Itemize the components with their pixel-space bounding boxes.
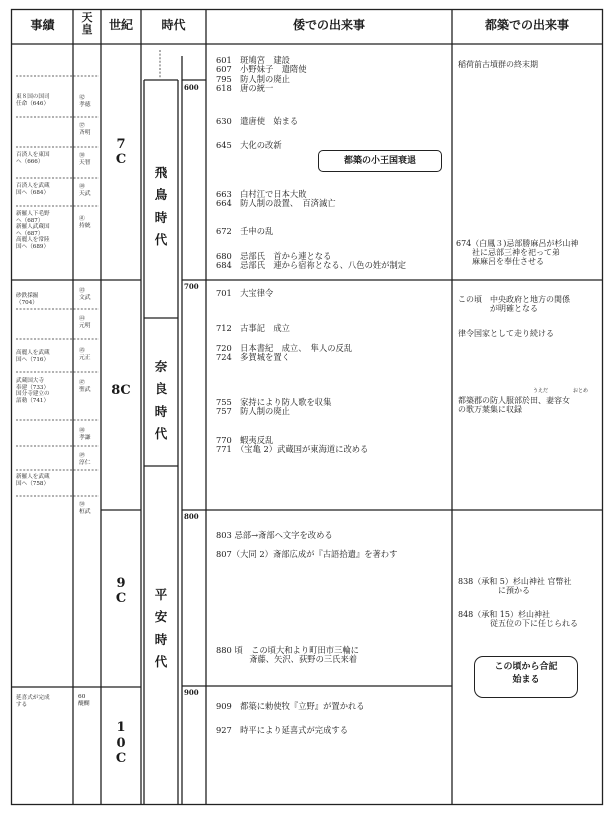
- wa-event-701: 701 大宝律令: [216, 288, 274, 298]
- era-asuka: 飛 鳥 時 代: [154, 165, 168, 247]
- wa-event-672: 672 壬申の乱: [216, 226, 274, 236]
- header-jidai: 時代: [161, 18, 186, 32]
- tsuzuki-event-1: 674（白鳳３)忌部勝麻呂が杉山神 社に忌部三神を祀って弟 麻麻呂を奉仕させる: [456, 239, 579, 266]
- wa-event-807: 807（大同 2）斎部広成が『古語拾遺』を著わす: [216, 549, 398, 559]
- tsuzuki-event-2: この頃 中央政府と地方の関係 が明確となる: [458, 295, 570, 313]
- header-jiseki: 事績: [30, 18, 55, 32]
- ruby-ueda: うえだ: [533, 388, 549, 394]
- wa-event-663: 663 白村江で日本大敗 664 防人制の設置、 百済滅亡: [216, 189, 336, 209]
- emperor-4: ㊶ 持統: [79, 216, 91, 229]
- emperor-11: ㊿ 桓武: [79, 502, 91, 515]
- emperor-12: 60 醍醐: [78, 694, 90, 707]
- emperor-1: ㊲ 斉明: [79, 123, 91, 136]
- jiseki-8: 延喜式が完成 する: [16, 695, 50, 708]
- tsuzuki-event-3: 律令国家として走り続ける: [458, 329, 554, 338]
- year-700: 700: [184, 282, 199, 291]
- emperor-7: ㊺ 元正: [79, 348, 91, 361]
- emperor-9: ㊽ 孝謙: [79, 428, 91, 441]
- wa-event-909: 909 都築に勅使牧『立野』が置かれる: [216, 701, 365, 711]
- wa-event-770: 770 蝦夷反乱 771 （宝亀 2）武蔵国が東海道に改める: [216, 435, 369, 455]
- jiseki-6: 武蔵国大寺 奉建（733） 国分寺建立の 詔勅（741）: [16, 378, 50, 404]
- emperor-6: ㊹ 元明: [79, 316, 91, 329]
- century-10c: 1 0 C: [115, 720, 127, 767]
- header-tenno: 天 皇: [81, 11, 93, 37]
- century-8c: 8C: [111, 383, 131, 398]
- jiseki-0: 東８国の国司 任命（646）: [16, 94, 50, 107]
- jiseki-7: 新羅人を武蔵 国へ（758）: [16, 474, 50, 487]
- wa-event-803: 803 忌部→斎部へ文字を改める: [216, 530, 333, 540]
- era-nara: 奈 良 時 代: [154, 359, 168, 441]
- header-tsuzuki-events: 都築での出来事: [484, 18, 569, 32]
- emperor-0: ㊷ 孝徳: [79, 95, 91, 108]
- wa-event-927: 927 時平により延喜式が完成する: [216, 725, 348, 735]
- jiseki-1: 百済人を東国 へ（666）: [16, 152, 50, 165]
- era-heian: 平 安 時 代: [154, 587, 168, 669]
- tsuzuki-event-5: 838（承和 5）杉山神社 官幣社 に預かる: [458, 577, 572, 595]
- jiseki-2: 百済人を武蔵 国へ（684）: [16, 183, 50, 196]
- ruby-otome: おとめ: [573, 388, 589, 394]
- century-7c: 7 C: [115, 137, 127, 167]
- header-seiki: 世紀: [108, 18, 133, 32]
- wa-event-720: 720 日本書紀 成立、 隼人の反乱 724 多賀城を置く: [216, 343, 353, 363]
- wa-event-645: 645 大化の改新: [216, 140, 282, 150]
- wa-event-880: 880 頃 この頃大和より町田市三輪に 斎藤、矢沢、荻野の三氏来着: [216, 645, 359, 665]
- century-9c: 9 C: [115, 576, 127, 606]
- tsuzuki-event-0: 稲荷前古墳群の終末期: [458, 60, 538, 69]
- emperor-3: ㊵ 天武: [79, 184, 91, 197]
- emperor-2: ㊳ 天智: [79, 153, 91, 166]
- tsuzuki-event-6: 848（承和 15）杉山神社 従五位の下に任じられる: [458, 610, 578, 628]
- emperor-5: ㊸ 文武: [79, 288, 91, 301]
- wa-event-630: 630 遣唐使 始まる: [216, 116, 299, 126]
- year-900: 900: [184, 688, 199, 697]
- emperor-10: ㊾ 淳仁: [79, 453, 91, 466]
- wa-event-680: 680 忌部氏 首から連となる 684 忌部氏 連から宿祢となる、八色の姓が制定: [216, 251, 407, 271]
- header-wa-events: 倭での出来事: [292, 18, 365, 32]
- wa-event-755: 755 家持により防人歌を収集 757 防人制の廃止: [216, 397, 332, 417]
- emperor-8: ㊼ 聖武: [79, 380, 91, 393]
- jiseki-5: 高麗人を武蔵 国へ（716）: [16, 350, 50, 363]
- year-600: 600: [184, 83, 199, 92]
- jiseki-4: 砂鉄採掘 （704）: [16, 293, 39, 306]
- tsuzuki-event-4: 都築郡の防人服部於田、妻容女 の歌万葉集に収録: [458, 396, 570, 414]
- wa-event-601: 601 斑鳩宮 建設 607 小野妹子 遣隋使 795 防人制の廃止 618 唐の統一: [216, 55, 307, 93]
- wa-event-712: 712 古事記 成立: [216, 323, 290, 333]
- jiseki-3: 新羅人下毛野 へ（687） 新羅人武蔵国 へ（687） 高麗人を常陸 国へ（689）: [16, 211, 50, 250]
- year-800: 800: [184, 512, 199, 521]
- decline-box: 都築の小王国衰退: [318, 150, 442, 172]
- gouki-box: この頃から合記 始まる: [474, 656, 578, 698]
